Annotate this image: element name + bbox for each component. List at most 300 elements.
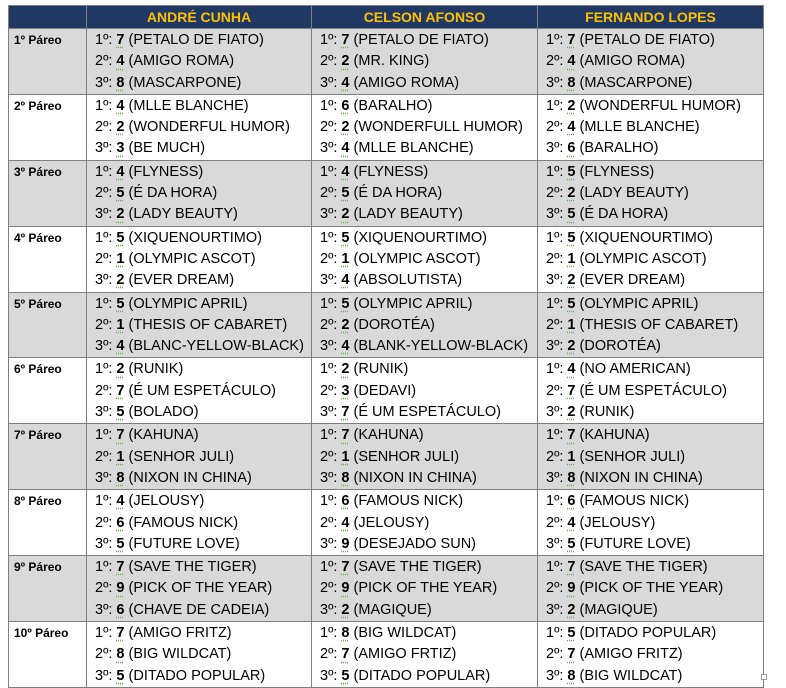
picks-cell-fernando-lopes: [538, 556, 764, 622]
horse-number: 5: [567, 295, 576, 312]
horse-number: 5: [116, 404, 125, 421]
picks-cell-andre-cunha: [87, 622, 312, 688]
pick-position: 1º:: [95, 427, 113, 444]
race-row: [9, 292, 764, 358]
horse-number: 5: [567, 206, 576, 223]
pick-position: 1º:: [320, 97, 338, 114]
horse-name: (É DA HORA): [128, 185, 218, 202]
pick-block: [87, 358, 311, 423]
horse-number: 1: [116, 448, 125, 465]
horse-number: 5: [567, 625, 576, 642]
pick-position: 2º:: [320, 119, 338, 136]
horse-name: (WONDERFUL HUMOR): [579, 97, 741, 114]
pick-position: 1º:: [320, 625, 338, 642]
pick-position: 2º:: [95, 119, 113, 136]
pick-position: 3º:: [546, 206, 564, 223]
horse-name: (BOLADO): [128, 404, 199, 421]
picks-cell-celson-afonso: [312, 160, 538, 226]
pick-line: [312, 425, 537, 446]
pick-line: [538, 513, 763, 534]
pick-position: 1º:: [546, 361, 564, 378]
race-row: [9, 490, 764, 556]
pick-position: 1º:: [95, 163, 113, 180]
race-row: [9, 358, 764, 424]
pick-position: 3º:: [320, 338, 338, 355]
pick-block: [87, 161, 311, 226]
pick-position: 3º:: [546, 667, 564, 684]
pick-block: [538, 424, 763, 489]
pick-line: [312, 513, 537, 534]
pick-block: [538, 358, 763, 423]
horse-name: (FLYNESS): [579, 163, 655, 180]
pick-position: 2º:: [95, 514, 113, 531]
pick-position: 2º:: [546, 53, 564, 70]
pick-position: 1º:: [320, 361, 338, 378]
pick-line: [538, 204, 763, 225]
pick-line: [538, 534, 763, 555]
horse-number: 2: [116, 272, 125, 289]
pick-position: 3º:: [95, 469, 113, 486]
pick-block: [312, 29, 537, 94]
pick-line: [87, 30, 311, 51]
pick-line: [87, 600, 311, 621]
horse-number: 8: [116, 646, 125, 663]
race-row: [9, 622, 764, 688]
horse-name: (DITADO POPULAR): [579, 625, 717, 642]
horse-number: 5: [567, 535, 576, 552]
horse-name: (JELOUSY): [128, 493, 205, 510]
pick-position: 3º:: [546, 404, 564, 421]
pick-block: [312, 556, 537, 621]
pick-line: [87, 204, 311, 225]
pick-position: 2º:: [546, 514, 564, 531]
horse-number: 9: [341, 535, 350, 552]
pick-block: [312, 95, 537, 160]
pick-line: [312, 51, 537, 72]
pick-position: 1º:: [95, 361, 113, 378]
pick-position: 3º:: [546, 601, 564, 618]
horse-name: (OLYMPIC ASCOT): [128, 250, 256, 267]
pick-position: 3º:: [546, 338, 564, 355]
race-label: 9º Páreo: [9, 556, 87, 622]
pick-line: [312, 644, 537, 665]
picks-cell-celson-afonso: [312, 358, 538, 424]
horse-number: 7: [341, 427, 350, 444]
horse-name: (É DA HORA): [579, 206, 669, 223]
horse-number: 3: [116, 140, 125, 157]
pick-position: 3º:: [95, 206, 113, 223]
horse-number: 4: [341, 272, 350, 289]
pick-position: 3º:: [320, 74, 338, 91]
pick-line: [87, 51, 311, 72]
picks-cell-fernando-lopes: [538, 29, 764, 95]
pick-line: [87, 183, 311, 204]
horse-name: (MASCARPONE): [128, 74, 242, 91]
picks-table: [8, 5, 764, 688]
horse-number: 4: [116, 493, 125, 510]
race-row: [9, 424, 764, 490]
horse-number: 6: [116, 514, 125, 531]
horse-number: 5: [341, 667, 350, 684]
horse-number: 1: [567, 316, 576, 333]
horse-name: (PETALO DE FIATO): [128, 32, 264, 48]
horse-number: 4: [567, 53, 576, 70]
horse-name: (OLYMPIC ASCOT): [353, 250, 481, 267]
pick-position: 3º:: [320, 206, 338, 223]
pick-position: 1º:: [546, 427, 564, 444]
horse-number: 4: [567, 514, 576, 531]
pick-line: [312, 138, 537, 159]
pick-block: [87, 622, 311, 687]
horse-number: 3: [341, 382, 350, 399]
pick-line: [87, 162, 311, 183]
pick-position: 2º:: [546, 646, 564, 663]
pick-line: [538, 381, 763, 402]
horse-number: 5: [341, 295, 350, 312]
picks-cell-fernando-lopes: [538, 160, 764, 226]
horse-number: 9: [341, 580, 350, 597]
horse-number: 4: [116, 53, 125, 70]
horse-name: (EVER DREAM): [579, 272, 686, 289]
pick-block: [87, 424, 311, 489]
picks-cell-fernando-lopes: [538, 292, 764, 358]
horse-number: 2: [116, 119, 125, 136]
horse-number: 5: [567, 163, 576, 180]
pick-line: [312, 381, 537, 402]
picks-cell-celson-afonso: [312, 94, 538, 160]
horse-number: 1: [341, 448, 350, 465]
horse-name: (OLYMPIC APRIL): [128, 295, 248, 312]
pick-line: [87, 468, 311, 489]
horse-number: 8: [567, 667, 576, 684]
pick-position: 2º:: [95, 382, 113, 399]
race-row: [9, 226, 764, 292]
horse-number: 2: [341, 361, 350, 378]
horse-name: (MASCARPONE): [579, 74, 693, 91]
race-label: 4º Páreo: [9, 226, 87, 292]
pick-block: [312, 161, 537, 226]
horse-name: (XIQUENOURTIMO): [579, 229, 713, 246]
pick-position: 2º:: [95, 185, 113, 202]
pick-position: 1º:: [320, 295, 338, 312]
horse-number: 9: [567, 580, 576, 597]
picks-cell-fernando-lopes: [538, 622, 764, 688]
pick-line: [87, 315, 311, 336]
horse-number: 7: [116, 559, 125, 576]
pick-block: [538, 161, 763, 226]
horse-name: (NIXON IN CHINA): [128, 469, 252, 486]
pick-line: [538, 491, 763, 512]
horse-name: (JELOUSY): [579, 514, 656, 531]
pick-line: [538, 51, 763, 72]
horse-number: 2: [567, 601, 576, 618]
horse-name: (NIXON IN CHINA): [353, 469, 477, 486]
pick-line: [87, 557, 311, 578]
pick-position: 1º:: [95, 295, 113, 312]
pick-position: 1º:: [546, 163, 564, 180]
race-label: 5º Páreo: [9, 292, 87, 358]
horse-number: 4: [341, 338, 350, 355]
pick-position: 1º:: [546, 32, 564, 48]
horse-name: (É UM ESPETÁCULO): [579, 382, 727, 399]
pick-line: [87, 73, 311, 94]
horse-name: (SENHOR JULI): [353, 448, 460, 465]
pick-position: 1º:: [95, 32, 113, 48]
header-row: [9, 6, 764, 29]
horse-number: 7: [567, 646, 576, 663]
horse-name: (BLANK-YELLOW-BLACK): [353, 338, 529, 355]
horse-name: (SENHOR JULI): [128, 448, 235, 465]
horse-name: (FLYNESS): [128, 163, 204, 180]
horse-number: 7: [567, 559, 576, 576]
horse-number: 6: [116, 601, 125, 618]
picks-cell-andre-cunha: [87, 160, 312, 226]
horse-number: 8: [567, 74, 576, 91]
pick-position: 1º:: [546, 295, 564, 312]
horse-number: 9: [116, 580, 125, 597]
horse-number: 5: [116, 667, 125, 684]
pick-position: 2º:: [320, 316, 338, 333]
pick-position: 3º:: [320, 404, 338, 421]
pick-line: [87, 359, 311, 380]
horse-name: (OLYMPIC ASCOT): [579, 250, 707, 267]
pick-line: [312, 491, 537, 512]
pick-line: [538, 162, 763, 183]
horse-number: 5: [116, 535, 125, 552]
pick-line: [538, 359, 763, 380]
horse-number: 4: [341, 140, 350, 157]
pick-block: [312, 490, 537, 555]
pick-block: [87, 556, 311, 621]
pick-line: [312, 557, 537, 578]
horse-name: (KAHUNA): [579, 427, 650, 444]
horse-number: 5: [341, 185, 350, 202]
horse-number: 4: [116, 338, 125, 355]
horse-name: (OLYMPIC APRIL): [353, 295, 473, 312]
pick-position: 3º:: [546, 535, 564, 552]
horse-number: 4: [341, 514, 350, 531]
pick-position: 2º:: [546, 119, 564, 136]
pick-position: 2º:: [320, 382, 338, 399]
horse-name: (SAVE THE TIGER): [128, 559, 257, 576]
horse-number: 2: [341, 206, 350, 223]
pick-line: [312, 359, 537, 380]
horse-number: 6: [341, 493, 350, 510]
pick-position: 1º:: [95, 493, 113, 510]
pick-line: [87, 425, 311, 446]
pick-line: [538, 138, 763, 159]
horse-name: (DOROTÉA): [579, 338, 661, 355]
horse-number: 4: [341, 163, 350, 180]
picks-cell-andre-cunha: [87, 94, 312, 160]
horse-name: (LADY BEAUTY): [579, 185, 689, 202]
pick-line: [87, 270, 311, 291]
pick-position: 1º:: [546, 97, 564, 114]
pick-line: [87, 96, 311, 117]
pick-block: [87, 490, 311, 555]
pick-line: [87, 336, 311, 357]
pick-line: [538, 183, 763, 204]
horse-number: 1: [567, 448, 576, 465]
pick-position: 2º:: [546, 316, 564, 333]
pick-block: [312, 622, 537, 687]
horse-number: 2: [341, 53, 350, 70]
pick-line: [538, 336, 763, 357]
pick-line: [87, 644, 311, 665]
pick-block: [538, 556, 763, 621]
picks-cell-fernando-lopes: [538, 358, 764, 424]
horse-name: (NO AMERICAN): [579, 361, 691, 378]
picks-cell-fernando-lopes: [538, 424, 764, 490]
horse-name: (MLLE BLANCHE): [579, 119, 700, 136]
pick-position: 3º:: [320, 667, 338, 684]
pick-position: 3º:: [95, 535, 113, 552]
pick-line: [538, 96, 763, 117]
pick-position: 3º:: [320, 535, 338, 552]
picks-cell-celson-afonso: [312, 622, 538, 688]
race-row: [9, 160, 764, 226]
picks-cell-celson-afonso: [312, 556, 538, 622]
horse-name: (KAHUNA): [353, 427, 424, 444]
pick-line: [312, 336, 537, 357]
race-label: 7º Páreo: [9, 424, 87, 490]
race-row: [9, 29, 764, 95]
picks-cell-celson-afonso: [312, 292, 538, 358]
horse-number: 7: [116, 382, 125, 399]
picks-cell-celson-afonso: [312, 226, 538, 292]
horse-number: 7: [341, 559, 350, 576]
horse-name: (AMIGO FRITZ): [128, 625, 232, 642]
horse-name: (AMIGO ROMA): [128, 53, 235, 70]
horse-name: (DEDAVI): [353, 382, 417, 399]
horse-name: (DOROTÉA): [353, 316, 435, 333]
horse-number: 5: [567, 229, 576, 246]
pick-block: [312, 424, 537, 489]
horse-number: 7: [567, 382, 576, 399]
pick-block: [87, 29, 311, 94]
horse-number: 4: [116, 163, 125, 180]
picks-cell-andre-cunha: [87, 490, 312, 556]
pick-position: 1º:: [546, 229, 564, 246]
pick-block: [538, 29, 763, 94]
pick-position: 2º:: [546, 580, 564, 597]
pick-line: [87, 491, 311, 512]
pick-line: [87, 534, 311, 555]
pick-line: [87, 402, 311, 423]
pick-line: [87, 228, 311, 249]
horse-name: (BIG WILDCAT): [128, 646, 232, 663]
pick-position: 2º:: [95, 646, 113, 663]
horse-name: (PICK OF THE YEAR): [579, 580, 724, 597]
pick-block: [538, 95, 763, 160]
pick-position: 1º:: [320, 493, 338, 510]
horse-number: 2: [341, 119, 350, 136]
horse-number: 8: [116, 469, 125, 486]
pick-line: [312, 96, 537, 117]
horse-number: 5: [341, 229, 350, 246]
pick-position: 1º:: [95, 229, 113, 246]
pick-position: 2º:: [320, 53, 338, 70]
horse-name: (LADY BEAUTY): [353, 206, 463, 223]
pick-block: [312, 227, 537, 292]
pick-position: 2º:: [546, 185, 564, 202]
pick-position: 1º:: [95, 559, 113, 576]
horse-name: (XIQUENOURTIMO): [353, 229, 487, 246]
pick-line: [538, 623, 763, 644]
picks-cell-celson-afonso: [312, 424, 538, 490]
pick-position: 2º:: [320, 185, 338, 202]
horse-name: (CHAVE DE CADEIA): [128, 601, 270, 618]
horse-name: (WONDERFULL HUMOR): [353, 119, 523, 136]
pick-position: 3º:: [95, 667, 113, 684]
horse-name: (BLANC-YELLOW-BLACK): [128, 338, 304, 355]
horse-name: (FAMOUS NICK): [128, 514, 239, 531]
horse-name: (FUTURE LOVE): [128, 535, 240, 552]
horse-name: (KAHUNA): [128, 427, 199, 444]
horse-number: 8: [116, 74, 125, 91]
horse-name: (AMIGO FRTIZ): [353, 646, 457, 663]
pick-position: 3º:: [95, 404, 113, 421]
header-celson-afonso: CELSON AFONSO: [312, 6, 538, 29]
pick-position: 1º:: [320, 559, 338, 576]
horse-number: 7: [567, 32, 576, 48]
pick-position: 2º:: [546, 448, 564, 465]
horse-number: 5: [116, 295, 125, 312]
race-label: 1º Páreo: [9, 29, 87, 95]
picks-cell-fernando-lopes: [538, 226, 764, 292]
pick-line: [312, 30, 537, 51]
pick-position: 2º:: [320, 646, 338, 663]
horse-name: (DITADO POPULAR): [353, 667, 491, 684]
pick-block: [538, 227, 763, 292]
race-row: [9, 94, 764, 160]
pick-position: 3º:: [95, 272, 113, 289]
corner-header: [9, 6, 87, 29]
pick-block: [87, 227, 311, 292]
pick-line: [87, 578, 311, 599]
horse-name: (PETALO DE FIATO): [579, 32, 715, 48]
horse-name: (PICK OF THE YEAR): [353, 580, 498, 597]
pick-line: [538, 294, 763, 315]
pick-line: [538, 644, 763, 665]
horse-number: 4: [116, 97, 125, 114]
horse-number: 7: [341, 404, 350, 421]
horse-name: (WONDERFUL HUMOR): [128, 119, 290, 136]
horse-name: (RUNIK): [579, 404, 635, 421]
horse-number: 5: [116, 185, 125, 202]
horse-name: (JELOUSY): [353, 514, 430, 531]
pick-position: 3º:: [95, 338, 113, 355]
horse-number: 7: [341, 32, 350, 48]
picks-cell-fernando-lopes: [538, 94, 764, 160]
pick-line: [538, 402, 763, 423]
pick-line: [87, 249, 311, 270]
pick-line: [87, 117, 311, 138]
pick-position: 1º:: [95, 625, 113, 642]
horse-name: (É UM ESPETÁCULO): [353, 404, 501, 421]
horse-name: (FLYNESS): [353, 163, 429, 180]
horse-name: (SENHOR JULI): [579, 448, 686, 465]
pick-position: 2º:: [95, 53, 113, 70]
pick-line: [538, 600, 763, 621]
race-row: [9, 556, 764, 622]
horse-number: 2: [567, 272, 576, 289]
pick-position: 1º:: [320, 163, 338, 180]
horse-name: (EVER DREAM): [128, 272, 235, 289]
race-rows: [9, 29, 764, 688]
pick-line: [312, 204, 537, 225]
pick-line: [312, 162, 537, 183]
